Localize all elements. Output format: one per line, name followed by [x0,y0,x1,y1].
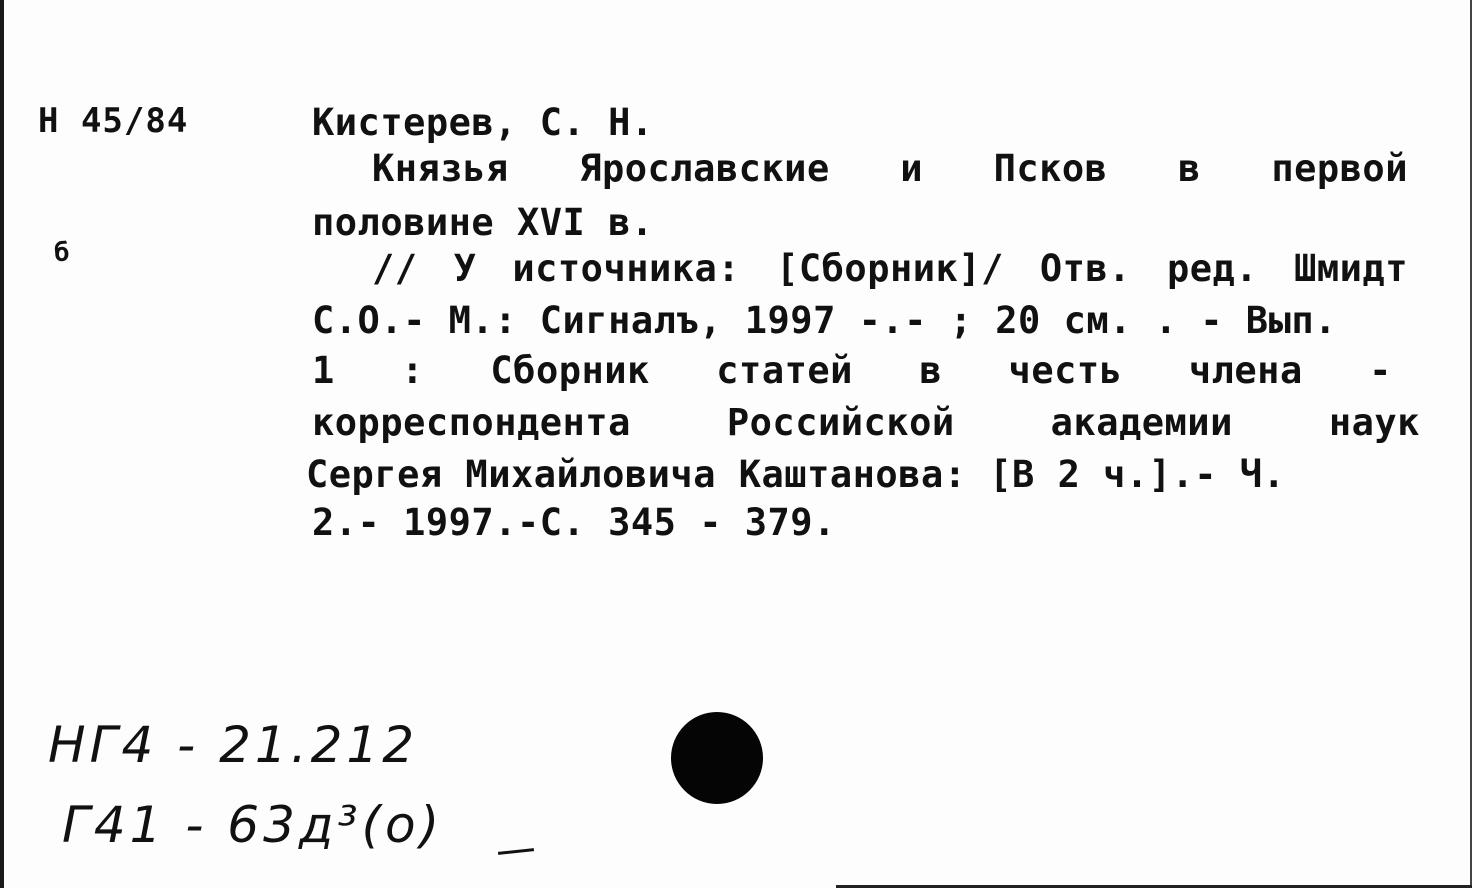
author-line: Кистерев, С. Н. [312,101,654,144]
title-word: Князья [372,147,509,190]
source-line-4 [312,401,1420,444]
title-word: первой [1271,147,1408,190]
source-word: У [453,247,477,290]
source-word: источника: [512,247,741,290]
source-word: Сборник [490,349,650,392]
source-line-1 [372,247,1408,290]
source-word: Отв. [1039,247,1131,290]
card-left-edge [0,0,4,888]
source-word: : [401,349,424,392]
source-line-2: С.О.- М.: Сигналъ, 1997 -.- ; 20 см. . - Вып. [312,299,1337,342]
title-word: и [900,147,924,190]
source-word: 1 [312,349,335,392]
handwritten-call-number-2: Г41 - 63д³(о) [62,796,444,854]
source-word: корреспондента [312,401,631,444]
source-line-5: Сергея Михайловича Каштанова: [В 2 ч.].- Ч. [306,453,1286,496]
title-line-1 [372,147,1408,190]
source-word: [Сборник]/ [776,247,1004,290]
source-word: члена [1188,349,1303,392]
title-word: в [1178,147,1201,190]
handwritten-call-number-1: НГ4 - 21.212 [48,716,419,774]
source-word: // [372,247,418,290]
source-word: академии [1050,401,1233,444]
source-word: ред. [1166,247,1259,290]
source-word: статей [716,349,853,392]
handwritten-underline [498,848,534,855]
source-word: наук [1328,401,1420,444]
source-word: Российской [726,401,955,444]
source-word: честь [1008,349,1123,392]
source-word: Шмидт [1294,247,1408,290]
side-mark: б [54,238,70,268]
source-word: в [919,349,943,392]
title-word: Псков [993,147,1108,190]
source-word: - [1369,349,1392,392]
source-line-6: 2.- 1997.-С. 345 - 379. [312,501,836,544]
shelfmark: Н 45/84 [38,101,189,141]
title-line-2: половине XVI в. [312,201,654,244]
title-word: Ярославские [579,147,830,190]
punch-hole [671,712,763,804]
source-line-3 [312,349,1392,392]
